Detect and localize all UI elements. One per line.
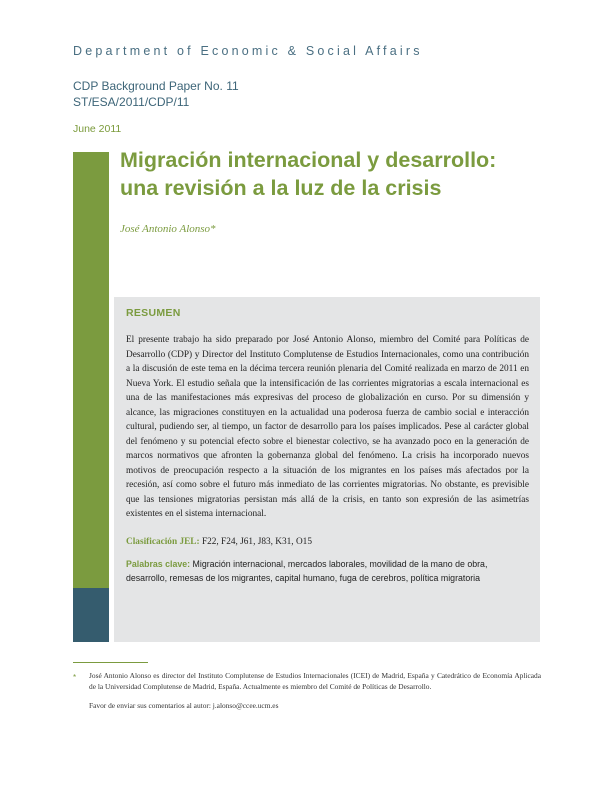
abstract-heading: RESUMEN — [126, 307, 181, 319]
paper-title — [120, 146, 560, 202]
title-line-1: Migración internacional y desarrollo: — [120, 148, 497, 172]
jel-label: Clasificación JEL: — [126, 537, 200, 547]
abstract-box — [114, 297, 540, 642]
abstract-body: El presente trabajo ha sido preparado por José Antonio Alonso, miembro del Comité para Políticas de Desarrollo (CDP) y Director del Instituto Complutense de Estudios Internacionales, como una contribución a la discusión de este tema en la décima tercera reunión plenaria del Comité realizada en marzo de 2011 en Nueva York. El estudio señala que la intensificación de las corrientes migratorias a escala internacional es una de las manifestaciones más expresivas del proceso de globalización en curso. Por su dimensión y alcance, las migraciones constituyen en la actualidad una poderosa fuerza de cambio social e interacción cultural, pudiendo ser, al tiempo, un factor de desarrollo para los países implicados. Pese al carácter global del fenómeno y su potencial efecto sobre el bienestar colectivo, se ha avanzado poco en la generación de marcos normativos que afronten la gobernanza global del fenómeno. La crisis ha incorporado nuevos motivos de preocupación respecto a la situación de los migrantes en los países más afectados por la recesión, así como sobre el futuro más inmediato de las corrientes migratorias. No obstante, es previsible que las tensiones migratorias persistan más allá de la crisis, en tanto son expresión de las asimetrías existentes en el sistema internacional. — [126, 335, 529, 519]
footnote-text: José Antonio Alonso es director del Instituto Complutense de Estudios Internacionales (ICEI) de Madrid, España y Catedrático de Economía Aplicada de la Universidad Complutense de Madrid, España. Actualmente es miembro del Comité de Políticas de Desarrollo. — [89, 671, 541, 691]
footnote-contact: Favor de enviar sus comentarios al autor: j.alonso@ccee.ucm.es — [89, 701, 279, 710]
keywords-label: Palabras clave: — [126, 559, 191, 569]
green-side-bar — [73, 152, 109, 588]
footnote-rule — [73, 662, 148, 663]
paper-identifier — [73, 78, 239, 110]
publication-date: June 2011 — [73, 123, 122, 135]
series-code: ST/ESA/2011/CDP/11 — [73, 95, 190, 109]
keywords-value: Migración internacional, mercados laborales, movilidad de la mano de obra, desarrollo, remesas de los migrantes, capital humano, fuga de cerebros, política migratoria — [126, 559, 488, 583]
jel-classification — [126, 537, 529, 547]
author-name: José Antonio Alonso* — [120, 223, 216, 235]
keywords — [126, 557, 529, 585]
blue-side-block — [73, 588, 109, 642]
jel-value: F22, F24, J61, J83, K31, O15 — [201, 537, 312, 547]
department-name: Department of Economic & Social Affairs — [73, 44, 423, 58]
title-line-2: una revisión a la luz de la crisis — [120, 176, 442, 200]
paper-number: CDP Background Paper No. 11 — [73, 79, 239, 93]
footnote-mark: * — [73, 673, 77, 682]
